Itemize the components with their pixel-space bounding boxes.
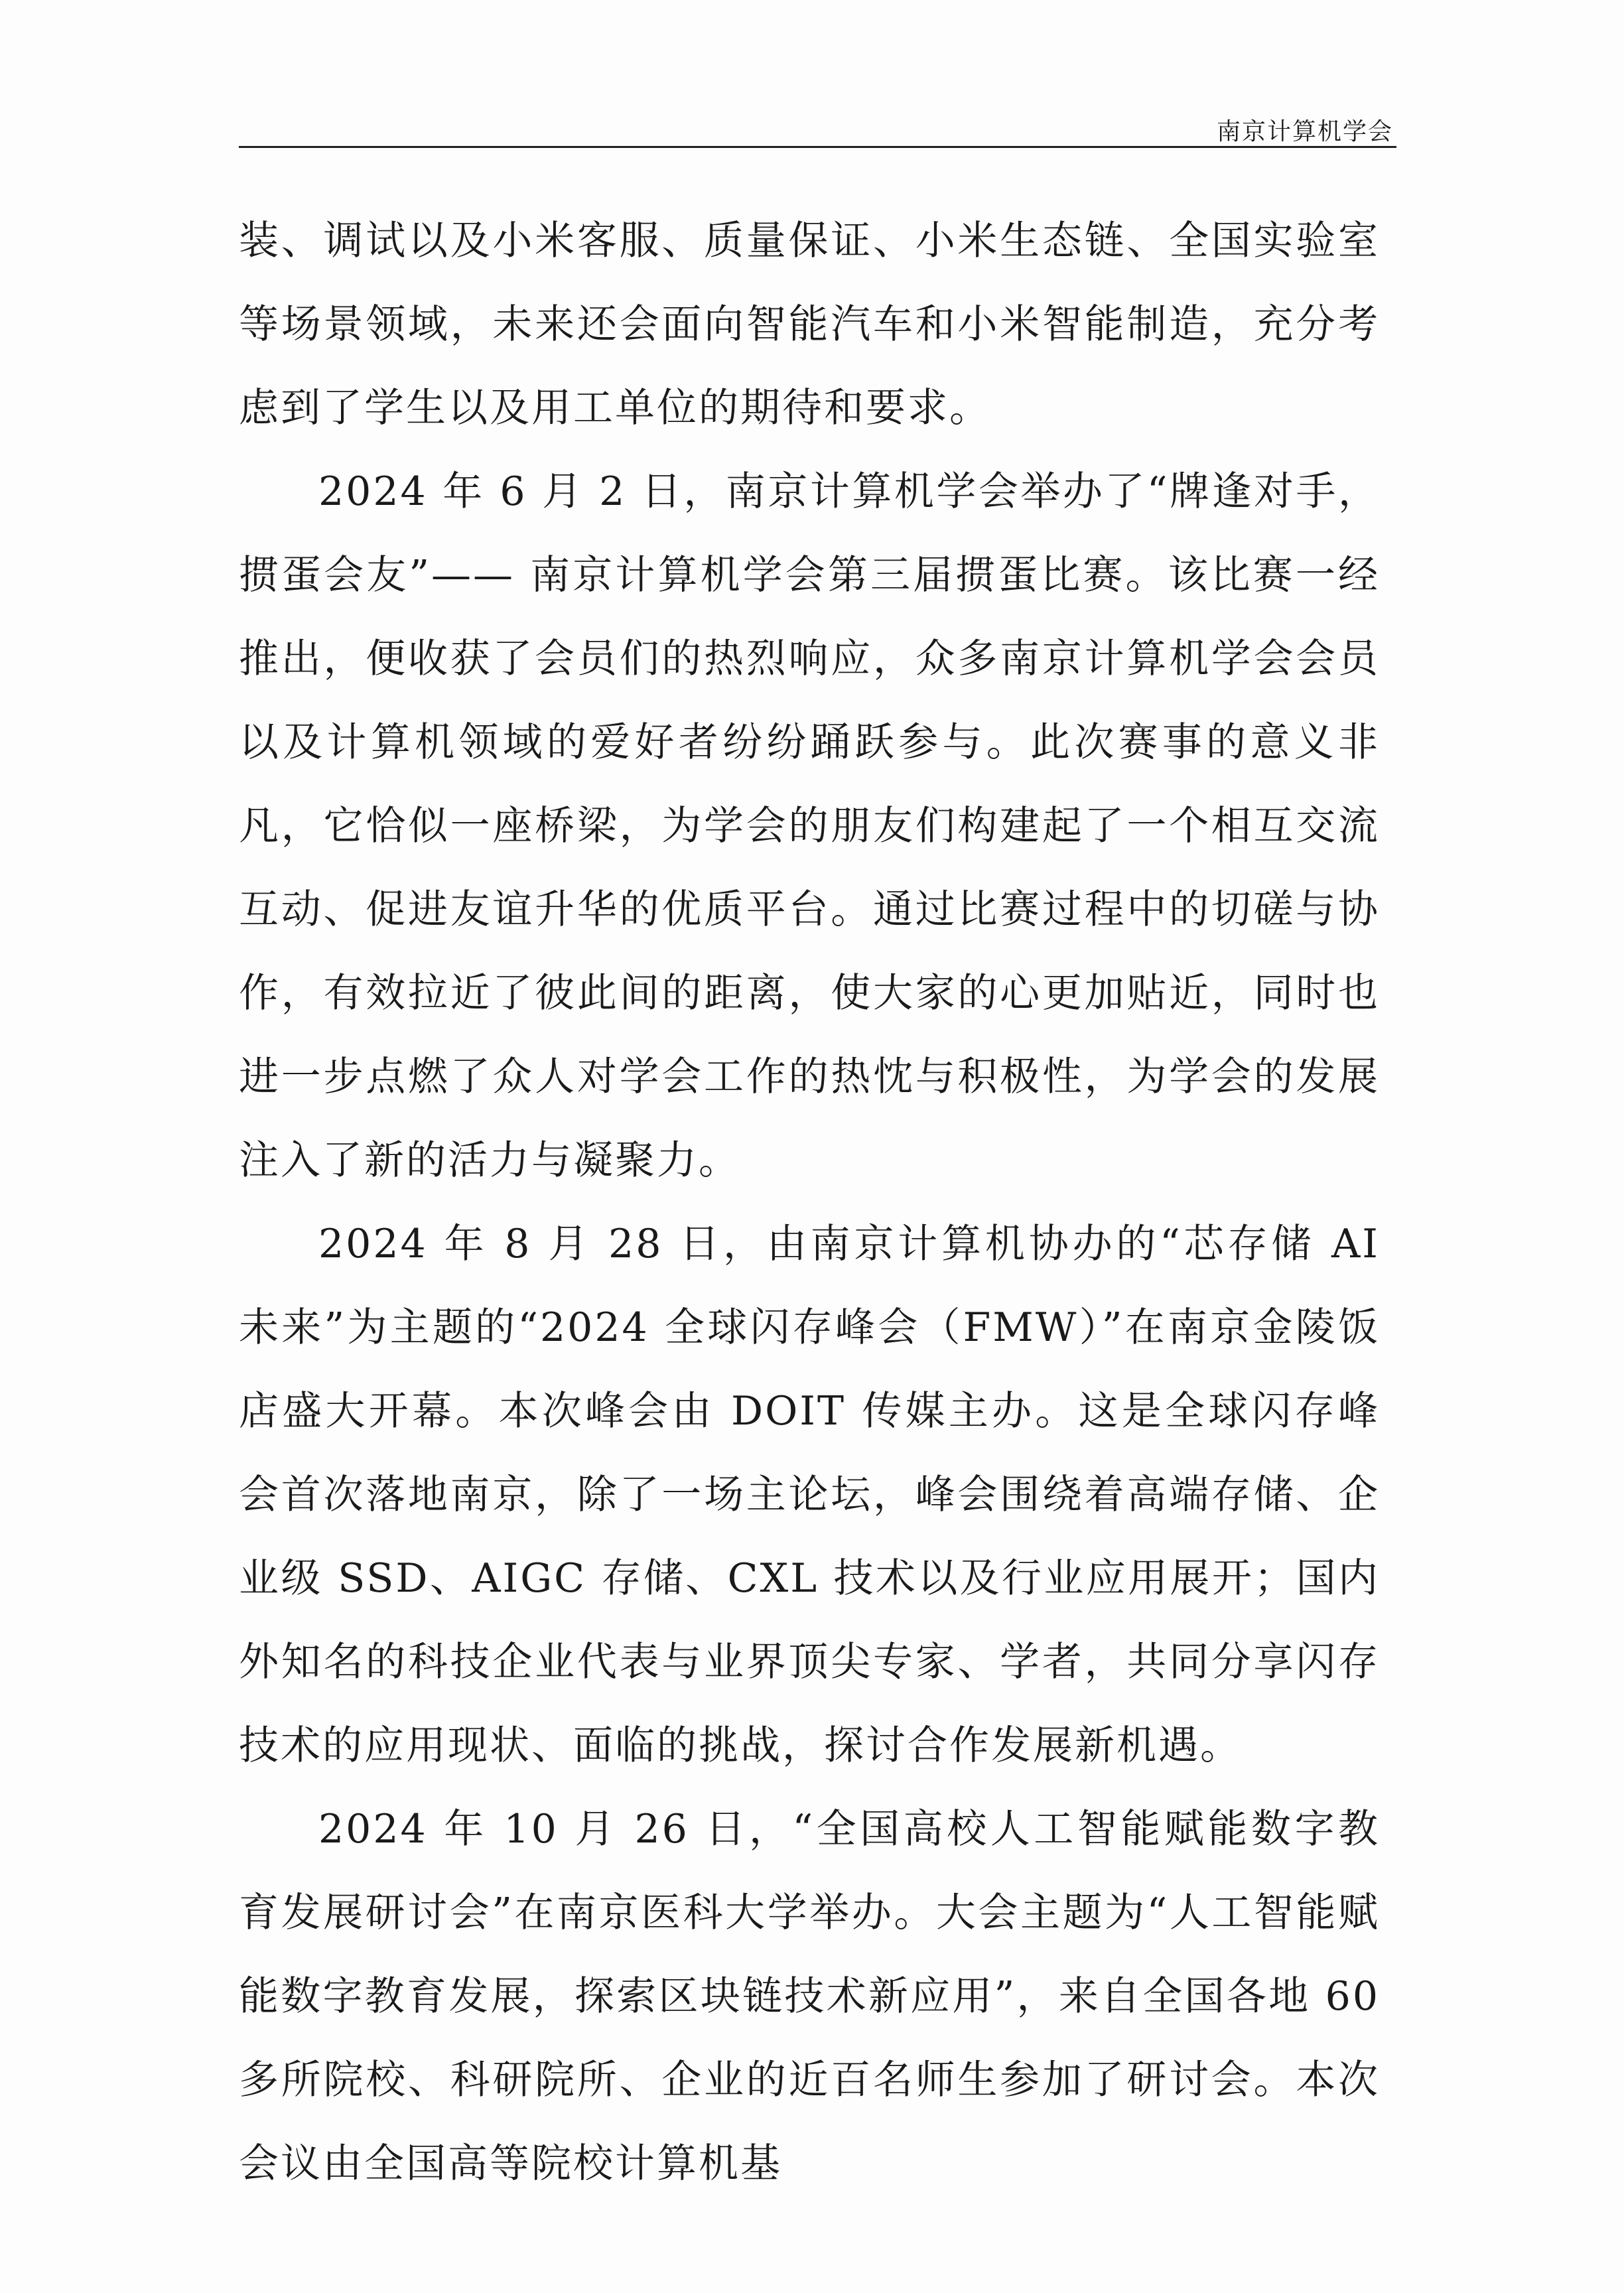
header-org-name: 南京计算机学会 bbox=[1216, 118, 1393, 145]
header-divider bbox=[239, 146, 1396, 148]
paragraph-flash-memory-summit: 2024 年 8 月 28 日，由南京计算机协办的“芯存储 AI 未来”为主题的“2024 全球闪存峰会（FMW）”在南京金陵饭店盛大开幕。本次峰会由 DOIT 传媒主办。这是全球闪存峰会首次落地南京，除了一场主论坛，峰会围绕着高端存储、企业级 SSD、AIGC 存储、CXL 技术以及行业应用展开；国内外知名的科技企业代表与业界顶尖专家、学者，共同分享闪存技术的应用现状、面临的挑战，探讨合作发展新机遇。 bbox=[239, 1221, 1380, 1769]
paragraph-guandan-competition: 2024 年 6 月 2 日，南京计算机学会举办了“牌逢对手，掼蛋会友”—— 南京计算机学会第三届掼蛋比赛。该比赛一经推出，便收获了会员们的热烈响应，众多南京计算机学会会员以及计算机领域的爱好者纷纷踊跃参与。此次赛事的意义非凡，它恰似一座桥梁，为学会的朋友们构建起了一个相互交流互动、促进友谊升华的优质平台。通过比赛过程中的切磋与协作，有效拉近了彼此间的距离，使大家的心更加贴近，同时也进一步点燃了众人对学会工作的热忱与积极性，为学会的发展注入了新的活力与凝聚力。 bbox=[239, 468, 1380, 1184]
body-text bbox=[239, 199, 1380, 2205]
paragraph-ai-education-seminar: 2024 年 10 月 26 日，“全国高校人工智能赋能数字教育发展研讨会”在南京医科大学举办。大会主题为“人工智能赋能数字教育发展，探索区块链技术新应用”，来自全国各地 60 多所院校、科研院所、企业的近百名师生参加了研讨会。本次会议由全国高等院校计算机基 bbox=[239, 1806, 1380, 2187]
paragraph-continuation: 装、调试以及小米客服、质量保证、小米生态链、全国实验室等场景领域，未来还会面向智能汽车和小米智能制造，充分考虑到了学生以及用工单位的期待和要求。 bbox=[239, 218, 1380, 431]
